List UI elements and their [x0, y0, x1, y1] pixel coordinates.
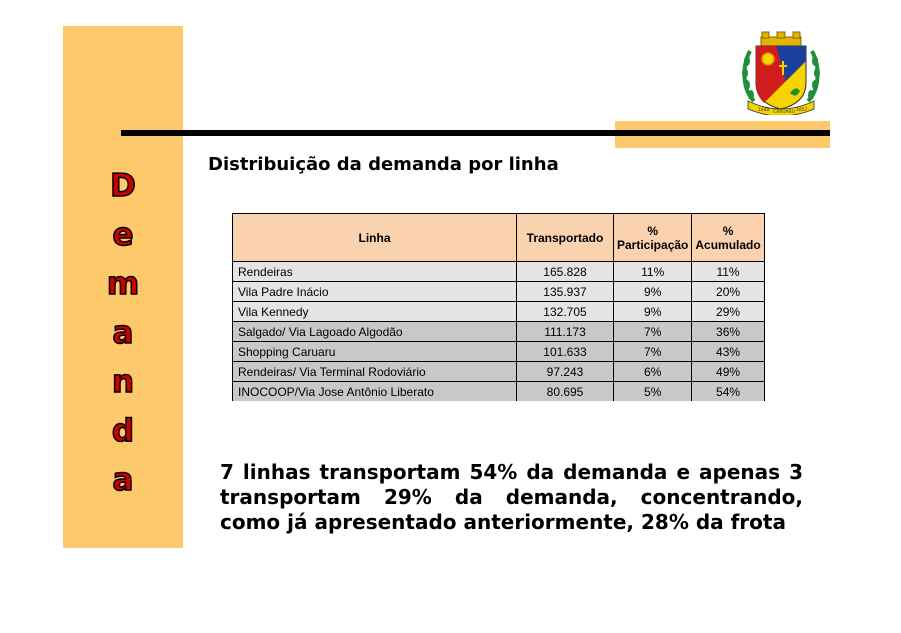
table-row [233, 282, 765, 302]
cell-linha: Shopping Caruaru [233, 342, 517, 362]
sidebar-letter: a [112, 315, 134, 351]
cell-linha: Vila Kennedy [233, 302, 517, 322]
cell-linha: Vila Padre Inácio [233, 282, 517, 302]
cell-linha: Salgado/ Via Lagoado Algodão [233, 322, 517, 342]
col-header-acumulado-label: Acumulado [695, 237, 761, 252]
cell-transportado: 135.937 [517, 282, 614, 302]
demand-table [232, 213, 765, 401]
cell-transportado: 111.173 [517, 322, 614, 342]
table-row [233, 262, 765, 282]
sidebar-letter: e [112, 217, 134, 253]
cell-transportado: 132.705 [517, 302, 614, 322]
col-header-participacao [614, 214, 692, 262]
cell-acumulado: 36% [692, 322, 764, 342]
cell-participacao: 9% [614, 282, 692, 302]
header-rule [121, 130, 830, 136]
cell-participacao: 11% [614, 262, 692, 282]
col-header-linha: Linha [233, 214, 517, 262]
crest-city: CARUARU [773, 110, 796, 115]
col-header-acumulado [692, 214, 764, 262]
cell-transportado: 165.828 [517, 262, 614, 282]
table-row [233, 322, 765, 342]
cell-acumulado: 20% [692, 282, 764, 302]
cell-transportado: 101.633 [517, 342, 614, 362]
cell-acumulado: 49% [692, 362, 764, 382]
cell-acumulado: 43% [692, 342, 764, 362]
cell-transportado: 97.243 [517, 362, 614, 382]
cell-participacao: 6% [614, 362, 692, 382]
table-row [233, 342, 765, 362]
sidebar-title [63, 166, 183, 509]
crest-year-left: 1848 [758, 108, 770, 113]
sidebar-letter: a [112, 462, 134, 498]
sidebar-letter: d [111, 413, 135, 449]
cell-participacao: 5% [614, 382, 692, 402]
sidebar-letter: D [110, 168, 136, 204]
cell-transportado: 80.695 [517, 382, 614, 402]
col-header-participacao-label: Participação [617, 237, 689, 252]
col-header-participacao-symbol: % [647, 223, 659, 238]
table-row [233, 362, 765, 382]
cell-participacao: 9% [614, 302, 692, 322]
table-row [233, 382, 765, 402]
cell-participacao: 7% [614, 322, 692, 342]
cell-acumulado: 29% [692, 302, 764, 322]
table-row [233, 302, 765, 322]
summary-text: 7 linhas transportam 54% da demanda e apenas 3 transportam 29% da demanda, concentrando, como já apresentado anteriormente, 28% da frota [220, 460, 803, 534]
col-header-acumulado-symbol: % [722, 223, 734, 238]
cell-linha: Rendeiras/ Via Terminal Rodoviário [233, 362, 517, 382]
col-header-transportado: Transportado [517, 214, 614, 262]
sidebar-letter: n [111, 364, 135, 400]
cell-participacao: 7% [614, 342, 692, 362]
cell-acumulado: 11% [692, 262, 764, 282]
city-crest-logo [740, 31, 822, 115]
table-header-row [233, 214, 765, 262]
page-title: Distribuição da demanda por linha [208, 154, 559, 175]
cell-acumulado: 54% [692, 382, 764, 402]
crest-year-right: 1857 [796, 108, 808, 113]
sidebar-letter: m [106, 266, 140, 302]
cell-linha: Rendeiras [233, 262, 517, 282]
cell-linha: INOCOOP/Via Jose Antônio Liberato [233, 382, 517, 402]
